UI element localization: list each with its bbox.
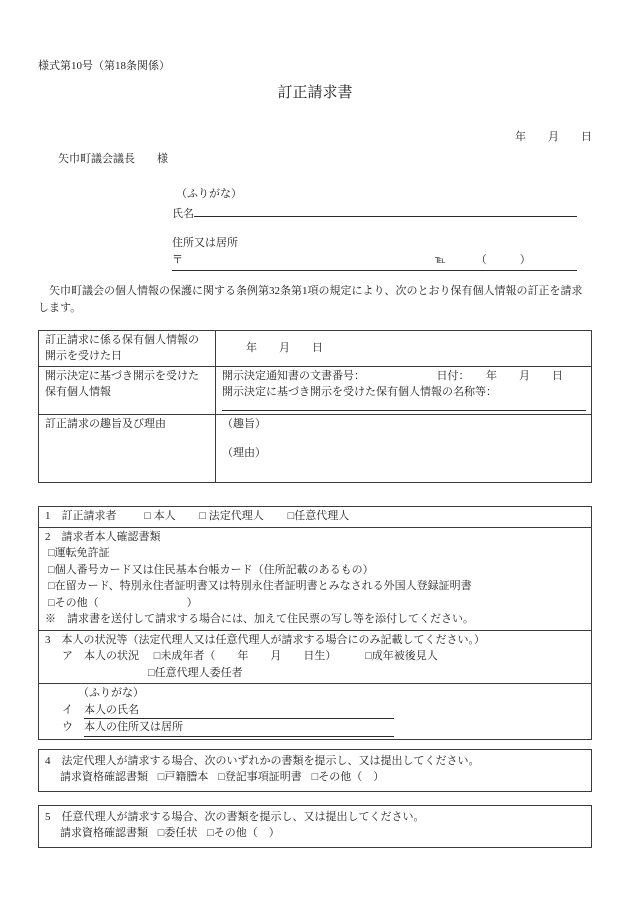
checkbox-item-residence-card: □在留カード、特別永住者証明書又は特別永住者証明書とみなされる外国人登録証明書: [48, 580, 472, 592]
addressee-line: 矢巾町議会議長 様: [58, 153, 168, 165]
section4-title: 4 法定代理人が請求する場合、次のいずれかの書類を提示し、又は提出してください。: [45, 754, 480, 767]
checkbox-option-other: □その他（ ）: [207, 827, 280, 839]
checkbox-option-power-of-attorney: □委任状: [157, 827, 198, 839]
detail-table: [38, 506, 592, 740]
info-name-fill-line: [222, 410, 586, 411]
purport-row-label: 訂正請求の趣旨及び理由: [39, 415, 216, 483]
checkbox-option-other: □その他（ ）: [311, 771, 385, 783]
checkbox-item-other: □その他（ ）: [48, 596, 198, 609]
form-number: 様式第10号（第18条関係）: [38, 60, 170, 72]
checkbox-option-legal-agent: □ 法定代理人: [199, 510, 264, 522]
purport-cell: [216, 415, 592, 483]
section-5-voluntary-agent-box: [38, 805, 592, 848]
decision-date-label: 日付： 年 月 日: [436, 370, 563, 382]
furigana-label: （ふりがな）: [176, 188, 242, 200]
section-2-identity-documents: [39, 527, 591, 630]
name-fill-line: [194, 203, 577, 217]
person-name-label: 本人の氏名: [84, 702, 394, 720]
name-field-line: [172, 203, 577, 222]
info-row-purport: [39, 415, 592, 483]
name-label: 氏名: [172, 208, 194, 220]
note-text: ※ 請求書を送付して請求する場合には、加えて住民票の写し等を添付してください。: [45, 613, 474, 625]
address-label: 住所又は居所: [172, 237, 238, 249]
person-status-label: ア 本人の状況: [62, 650, 139, 662]
person-address-label: 本人の住所又は居所: [84, 719, 394, 737]
info-row-disclosure-date: [39, 331, 592, 367]
person-name-index: イ: [62, 703, 73, 716]
checkbox-option-registration-certificate: □登記事項証明書: [218, 771, 302, 783]
checkbox-option-adult-ward: □成年被後見人: [365, 650, 438, 662]
checkbox-option-minor: □未成年者（ 年 月 日生）: [153, 650, 337, 662]
section3-title: 3 本人の状況等（法定代理人又は任意代理人が請求する場合にのみ記載してください。）: [45, 633, 485, 646]
postal-mark: 〒: [172, 254, 183, 266]
date-line: 年 月 日: [515, 131, 592, 143]
tel-parens: （ ）: [475, 254, 531, 266]
applicant-block: [172, 186, 577, 271]
checkbox-item-drivers-license: □運転免許証: [48, 547, 110, 559]
section5-title: 5 任意代理人が請求する場合、次の書類を提示し、又は提出してください。: [45, 810, 425, 823]
section-3-person-fields: [39, 683, 591, 739]
disclosed-info-row-label: 開示決定に基づき開示を受けた保有個人情報: [39, 367, 216, 415]
section4-docs-label: 請求資格確認書類: [60, 771, 148, 783]
reason-label: （理由）: [222, 446, 266, 459]
form-title: 訂正請求書: [277, 85, 353, 101]
section-1-requester: [39, 507, 591, 527]
tel-symbol-icon: ℡: [435, 255, 446, 266]
section-4-legal-agent-box: [38, 749, 592, 792]
info-table: [38, 330, 592, 483]
person-address-index: ウ: [62, 721, 73, 733]
info-name-label: 開示決定に基づき開示を受けた保有個人情報の名称等：: [222, 385, 497, 398]
checkbox-option-self: □ 本人: [144, 510, 176, 522]
disclosure-date-row-label: 訂正請求に係る保有個人情報の開示を受けた日: [39, 331, 216, 367]
disclosed-info-cell: [216, 367, 592, 415]
postal-tel-field-line: [172, 252, 577, 271]
section5-docs-label: 請求資格確認書類: [60, 827, 148, 839]
doc-number-label: 開示決定通知書の文書番号：: [222, 370, 365, 382]
section1-title: 1 訂正請求者: [45, 510, 117, 522]
checkbox-option-voluntary-agent: □任意代理人: [287, 510, 350, 522]
checkbox-option-voluntary-delegator: □任意代理人委任者: [148, 666, 243, 679]
person-address-field-line: [62, 719, 585, 737]
info-row-disclosed-info: [39, 367, 592, 415]
section-3-person-status: [39, 630, 591, 684]
person-furigana-label: （ふりがな）: [78, 687, 144, 699]
checkbox-option-family-register: □戸籍謄本: [157, 771, 209, 783]
disclosure-date-value: 年 月 日: [216, 331, 592, 367]
body-paragraph: 矢巾町議会の個人情報の保護に関する条例第32条第1項の規定により、次のとおり保有個人情報の訂正を請求します。: [38, 285, 583, 314]
section2-title: 2 請求者本人確認書類: [45, 530, 161, 543]
checkbox-item-mynumber-card: □個人番号カード又は住民基本台帳カード（住所記載のあるもの）: [48, 563, 374, 576]
person-status-line: [62, 648, 585, 665]
section4-docs-line: [60, 769, 585, 786]
person-name-field-line: [62, 702, 585, 720]
section5-docs-line: [60, 825, 585, 842]
purport-label: （趣旨）: [222, 418, 266, 430]
